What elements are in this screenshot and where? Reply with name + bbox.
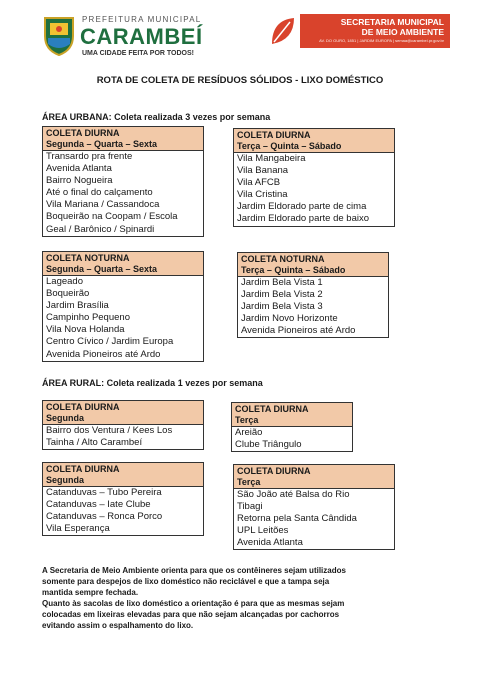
list-item: Vila Nova Holanda — [46, 324, 125, 336]
rural-heading: ÁREA RURAL: Coleta realizada 1 vezes por semana — [42, 378, 263, 388]
rural-box-1 — [42, 400, 204, 450]
list-item: Geal / Barônico / Spinardi — [46, 223, 155, 235]
list-item: São João até Balsa do Rio — [237, 489, 350, 500]
list-item: Boqueirão — [46, 288, 90, 300]
box-header — [43, 401, 203, 425]
box-title: COLETA DIURNA — [46, 128, 120, 138]
box-title: COLETA NOTURNA — [241, 254, 325, 264]
box-title: COLETA DIURNA — [46, 464, 120, 474]
rural-box-4 — [233, 464, 395, 550]
list-item: Lageado — [46, 276, 83, 287]
box-header — [234, 465, 394, 489]
urban-heading: ÁREA URBANA: Coleta realizada 3 vezes por semana — [42, 112, 271, 122]
list-item: Jardim Bela Vista 1 — [241, 277, 323, 288]
note-line: Quanto às sacolas de lixo doméstico a orientação é para que as mesmas sejam — [42, 599, 345, 608]
list-item: Centro Cívico / Jardim Europa — [46, 336, 174, 348]
box-title: COLETA DIURNA — [46, 402, 120, 412]
note-line: mantida sempre fechada. — [42, 588, 139, 597]
box-header — [43, 463, 203, 487]
list-item: Areião — [235, 427, 263, 438]
list-item: Bairro dos Ventura / Kees Los — [46, 425, 173, 436]
city-slogan: UMA CIDADE FEITA POR TODOS! — [82, 50, 194, 57]
box-days: Segunda — [46, 412, 85, 423]
list-item: Avenida Atlanta — [237, 537, 303, 549]
list-item: Clube Triângulo — [235, 439, 302, 451]
box-title: COLETA DIURNA — [237, 466, 311, 476]
list-item: Vila Banana — [237, 165, 289, 177]
list-item: UPL Leitões — [237, 525, 289, 537]
note-line: somente para despejos de lixo doméstico não reciclável e que a tampa seja — [42, 577, 330, 586]
box-header — [43, 127, 203, 151]
list-item: Campinho Pequeno — [46, 312, 130, 324]
list-item: Catanduvas – Ronca Porco — [46, 511, 163, 523]
prefeitura-logo — [42, 14, 232, 58]
box-days: Segunda – Quarta – Sexta — [46, 263, 158, 274]
box-days: Terça – Quinta – Sábado — [241, 264, 346, 275]
leaf-icon — [268, 14, 298, 48]
note-line: A Secretaria de Meio Ambiente orienta para que os contêineres sejam utilizados — [42, 566, 346, 575]
list-item: Avenida Pioneiros até Ardo — [241, 325, 356, 337]
box-header — [234, 129, 394, 153]
prefeitura-label: PREFEITURA MUNICIPAL — [82, 15, 202, 24]
list-item: Jardim Novo Horizonte — [241, 313, 338, 325]
box-header — [43, 252, 203, 276]
box-title: COLETA NOTURNA — [46, 253, 130, 263]
box-title: COLETA DIURNA — [237, 130, 311, 140]
list-item: Vila Mariana / Cassandoca — [46, 199, 160, 211]
box-title: COLETA DIURNA — [235, 404, 309, 414]
list-item: Vila AFCB — [237, 177, 281, 189]
list-item: Retorna pela Santa Cândida — [237, 513, 357, 525]
list-item: Jardim Eldorado parte de baixo — [237, 213, 370, 225]
list-item: Tibagi — [237, 501, 263, 513]
list-item: Catanduvas – Tubo Pereira — [46, 487, 162, 498]
note-line: colocadas em lixeiras elevadas para que não sejam alcançadas por cachorros — [42, 610, 340, 619]
note-line: evitando assim o espalhamento do lixo. — [42, 621, 194, 630]
list-item: Até o final do calçamento — [46, 187, 153, 199]
list-item: Vila Cristina — [237, 189, 288, 201]
urban-box-day-2 — [233, 128, 395, 227]
list-item: Jardim Bela Vista 3 — [241, 301, 323, 313]
box-days: Terça – Quinta – Sábado — [237, 140, 342, 151]
list-item: Catanduvas – Iate Clube — [46, 499, 151, 511]
box-days: Terça — [237, 476, 261, 487]
list-item: Jardim Bela Vista 2 — [241, 289, 323, 301]
list-item: Boqueirão na Coopam / Escola — [46, 211, 178, 223]
box-days: Terça — [235, 414, 259, 425]
urban-box-night-1 — [42, 251, 204, 362]
document-title: ROTA DE COLETA DE RESÍDUOS SÓLIDOS - LIXO DOMÉSTICO — [96, 75, 384, 86]
city-name: CARAMBEÍ — [80, 24, 203, 49]
urban-box-night-2 — [237, 252, 389, 338]
box-header — [238, 253, 388, 277]
secretaria-address: AV. DO OURO, 1851 | JARDIM EUROPA | semaa@carambei.pr.gov.br — [319, 38, 444, 43]
box-header — [232, 403, 352, 427]
list-item: Transardo pra frente — [46, 151, 133, 162]
list-item: Vila Esperança — [46, 523, 110, 535]
list-item: Avenida Pioneiros até Ardo — [46, 348, 161, 360]
list-item: Jardim Brasília — [46, 300, 109, 312]
list-item: Bairro Nogueira — [46, 175, 113, 187]
rural-box-3 — [42, 462, 204, 536]
secretaria-title-line2: DE MEIO AMBIENTE — [361, 27, 444, 37]
secretaria-banner — [300, 14, 450, 48]
city-crest-icon — [42, 14, 76, 56]
box-days: Segunda – Quarta – Sexta — [46, 138, 158, 149]
list-item: Tainha / Alto Carambeí — [46, 437, 143, 449]
list-item: Avenida Atlanta — [46, 163, 112, 175]
list-item: Vila Mangabeira — [237, 153, 306, 164]
list-item: Jardim Eldorado parte de cima — [237, 201, 367, 213]
box-days: Segunda — [46, 474, 85, 485]
rural-box-2 — [231, 402, 353, 452]
urban-box-day-1 — [42, 126, 204, 237]
secretaria-title-line1: SECRETARIA MUNICIPAL — [340, 17, 444, 27]
